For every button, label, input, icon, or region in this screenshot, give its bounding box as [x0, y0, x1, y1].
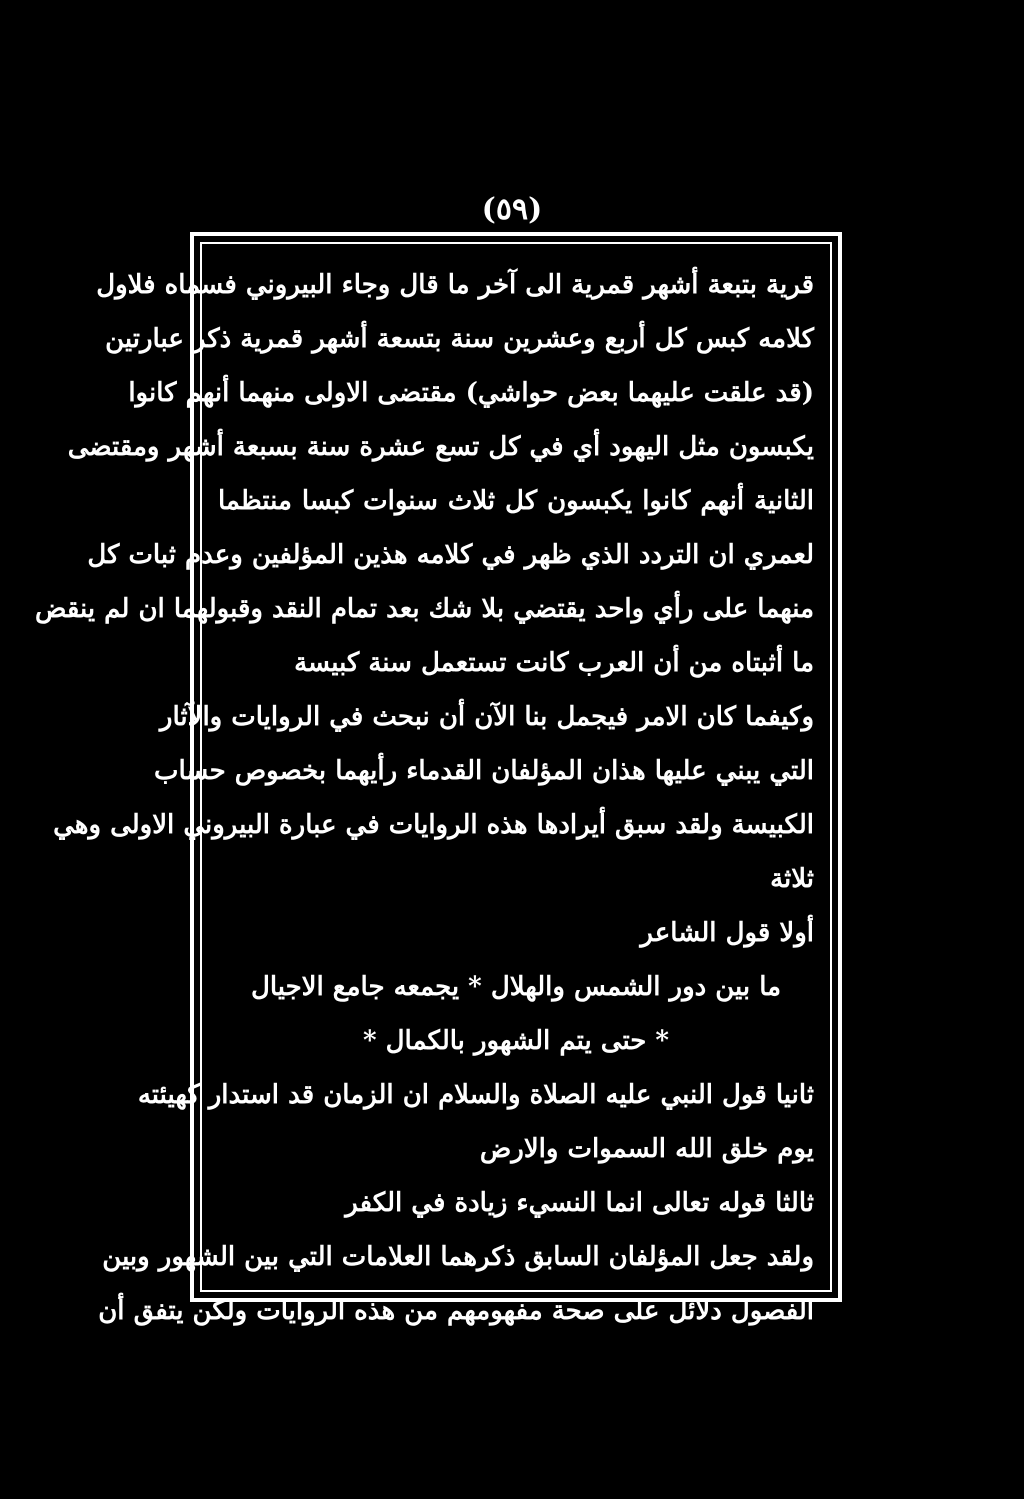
text-line: كلامه كبس كل أربع وعشرين سنة بتسعة أشهر قمرية ذكر عبارتين — [105, 324, 814, 354]
text-line: يكبسون مثل اليهود أي في كل تسع عشرة سنة بسبعة أشهر ومقتضى — [67, 432, 814, 462]
text-line: الثانية أنهم كانوا يكبسون كل ثلاث سنوات كبسا منتظما — [218, 486, 814, 516]
text-line: ثانيا قول النبي عليه الصلاة والسلام ان الزمان قد استدار كهيئته — [137, 1080, 814, 1110]
text-line: وكيفما كان الامر فيجمل بنا الآن أن نبحث في الروايات والآثار — [159, 702, 814, 732]
text-line: ولقد جعل المؤلفان السابق ذكرهما العلامات التي بين الشهور وبين — [102, 1242, 814, 1272]
text-line: منهما على رأي واحد يقتضي بلا شك بعد تمام النقد وقبولهما ان لم ينقض — [35, 594, 814, 624]
text-line: ثالثا قوله تعالى انما النسيء زيادة في الكفر — [345, 1188, 814, 1218]
text-line: ثلاثة — [770, 864, 814, 894]
text-line: قرية بتبعة أشهر قمرية الى آخر ما قال وجاء البيروني فسماه فلاول — [96, 270, 814, 300]
text-line: الكبيسة ولقد سبق أيرادها هذه الروايات في عبارة البيروني الاولى وهي — [53, 810, 814, 840]
verse-line: ما بين دور الشمس والهلال * يجمعه جامع الاجيال — [250, 972, 782, 1002]
text-line: ما أثبتاه من أن العرب كانت تستعمل سنة كبيسة — [294, 648, 814, 678]
section-heading: أولا قول الشاعر — [640, 918, 814, 948]
text-line: الفصول دلائل على صحة مفهومهم من هذه الروايات ولكن يتفق أن — [98, 1296, 814, 1326]
page-number: (٥٩) — [481, 192, 543, 227]
verse-line: * حتى يتم الشهور بالكمال * — [362, 1026, 670, 1056]
text-line: لعمري ان التردد الذي ظهر في كلامه هذين المؤلفين وعدم ثبات كل — [87, 540, 814, 570]
text-line: التي يبني عليها هذان المؤلفان القدماء رأيهما بخصوص حساب — [154, 756, 814, 786]
text-line: (قد علقت عليهما بعض حواشي) مقتضى الاولى منهما أنهم كانوا — [128, 378, 814, 408]
body-text — [35, 258, 814, 1338]
text-line: يوم خلق الله السموات والارض — [479, 1134, 814, 1164]
